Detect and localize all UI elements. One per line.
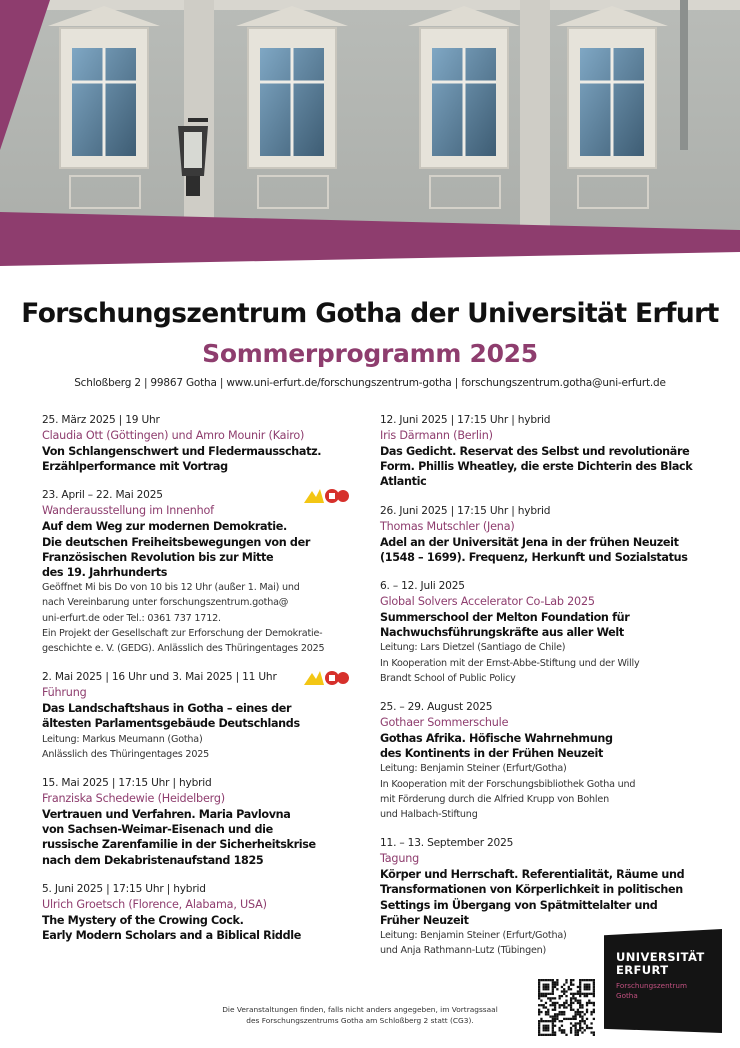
thueringentag-logo-icon	[302, 669, 350, 687]
event-date: 12. Juni 2025 | 17:15 Uhr | hybrid	[380, 414, 551, 426]
event-title: Nachwuchsführungskräfte aus aller Welt	[380, 626, 624, 640]
event-speaker: Tagung	[380, 852, 420, 866]
event-speaker: Ulrich Groetsch (Florence, Alabama, USA)	[42, 897, 267, 911]
event-entry	[380, 503, 700, 565]
event-title: Summerschool der Melton Foundation für	[380, 611, 630, 625]
event-speaker: Wanderausstellung im Innenhof	[42, 504, 214, 518]
event-entry	[42, 775, 362, 868]
event-note: und Anja Rathmann-Lutz (Tübingen)	[380, 945, 547, 957]
event-title: Erzählperformance mit Vortrag	[42, 460, 228, 474]
event-title: von Sachsen-Weimar-Eisenach und die	[42, 823, 273, 837]
logo-name: UNIVERSITÄT ERFURT	[616, 950, 705, 977]
event-title: The Mystery of the Crowing Cock.	[42, 913, 244, 927]
qr-code-icon[interactable]	[538, 979, 595, 1036]
thueringentag-logo-icon	[302, 487, 350, 505]
event-title: Die deutschen Freiheitsbewegungen von der	[42, 535, 310, 549]
event-title: Transformationen von Körperlichkeit in politischen	[380, 883, 683, 897]
event-title: Atlantic	[380, 475, 427, 489]
event-note: Leitung: Benjamin Steiner (Erfurt/Gotha)	[380, 763, 567, 775]
event-title: Settings im Übergang von Spätmittelalter und	[380, 898, 658, 912]
footer-note	[190, 1004, 530, 1026]
event-speaker: Claudia Ott (Göttingen) und Amro Mounir (Kairo)	[42, 429, 305, 442]
event-title: Vertrauen und Verfahren. Maria Pavlovna	[42, 808, 291, 822]
event-note: nach Vereinbarung unter forschungszentrum.gotha@	[42, 597, 289, 609]
event-note: In Kooperation mit der Ernst-Abbe-Stiftung und der Willy	[380, 657, 640, 669]
event-title: Gothas Afrika. Höfische Wahrnehmung	[380, 732, 613, 746]
event-note: Brandt School of Public Policy	[380, 672, 516, 684]
footer-note-line: des Forschungszentrums Gotha am Schloßberg 2 statt (CG3).	[246, 1016, 474, 1025]
event-title: ältesten Parlamentsgebäude Deutschlands	[42, 717, 300, 731]
event-date: 2. Mai 2025 | 16 Uhr und 3. Mai 2025 | 11 Uhr	[42, 671, 277, 684]
event-entry	[42, 669, 362, 762]
event-date: 5. Juni 2025 | 17:15 Uhr | hybrid	[42, 882, 206, 895]
event-entry	[380, 412, 700, 490]
event-note: Ein Projekt der Gesellschaft zur Erforschung der Demokratie-	[42, 627, 323, 639]
event-title: Early Modern Scholars and a Biblical Riddle	[42, 929, 301, 943]
event-note: Leitung: Markus Meumann (Gotha)	[42, 733, 203, 745]
page-subtitle: Sommerprogramm 2025	[202, 339, 538, 368]
event-title: Auf dem Weg zur modernen Demokratie.	[42, 520, 287, 534]
event-date: 25. März 2025 | 19 Uhr	[42, 414, 160, 426]
event-speaker: Franziska Schedewie (Heidelberg)	[42, 792, 225, 806]
event-date: 6. – 12. Juli 2025	[380, 580, 465, 593]
event-speaker: Iris Därmann (Berlin)	[380, 429, 493, 442]
event-title: Das Landschaftshaus in Gotha – eines der	[42, 702, 292, 716]
footer-note-line: Die Veranstaltungen finden, falls nicht anders angegeben, im Vortragssaal	[222, 1005, 498, 1014]
right-event-column	[380, 412, 700, 971]
event-note: Leitung: Lars Dietzel (Santiago de Chile)	[380, 642, 566, 654]
page-title: Forschungszentrum Gotha der Universität Erfurt	[21, 298, 719, 329]
header-building-photo	[0, 0, 740, 300]
event-title: Form. Phillis Wheatley, die erste Dichterin des Black	[380, 460, 693, 474]
event-speaker: Gothaer Sommerschule	[380, 716, 509, 730]
event-title: Früher Neuzeit	[380, 913, 469, 927]
event-date: 11. – 13. September 2025	[380, 837, 514, 850]
event-note: Leitung: Benjamin Steiner (Erfurt/Gotha)	[380, 930, 567, 942]
university-logo	[604, 929, 722, 1033]
event-note: In Kooperation mit der Forschungsbibliothek Gotha und	[380, 778, 636, 790]
event-title: Französischen Revolution bis zur Mitte	[42, 550, 274, 564]
logo-subtitle: Forschungszentrum Gotha	[616, 981, 687, 1000]
event-speaker: Global Solvers Accelerator Co-Lab 2025	[380, 595, 595, 609]
event-note: mit Förderung durch die Alfried Krupp von Bohlen	[380, 793, 609, 805]
event-title: Das Gedicht. Reservat des Selbst und revolutionäre	[380, 445, 690, 458]
event-entry	[380, 699, 700, 822]
event-title: Adel an der Universität Jena in der frühen Neuzeit	[380, 535, 679, 549]
event-entry	[42, 881, 362, 943]
event-note: Anlässlich des Thüringentages 2025	[42, 748, 210, 760]
event-speaker: Führung	[42, 686, 87, 700]
event-entry	[42, 412, 362, 474]
event-title: russische Zarenfamilie in der Sicherheitskrise	[42, 838, 316, 852]
event-title: des Kontinents in der Frühen Neuzeit	[380, 747, 603, 761]
event-date: 26. Juni 2025 | 17:15 Uhr | hybrid	[380, 504, 551, 517]
event-title: Körper und Herrschaft. Referentialität, Räume und	[380, 868, 685, 882]
address-line: Schloßberg 2 | 99867 Gotha | www.uni-erfurt.de/forschungszentrum-gotha | forschungszentrum.gotha@uni-erfurt.de	[74, 377, 666, 389]
event-speaker: Thomas Mutschler (Jena)	[380, 519, 515, 533]
event-date: 23. April – 22. Mai 2025	[42, 489, 163, 502]
event-title: nach dem Dekabristenaufstand 1825	[42, 853, 264, 867]
event-title: des 19. Jahrhunderts	[42, 566, 168, 580]
event-title: (1548 – 1699). Frequenz, Herkunft und Sozialstatus	[380, 550, 688, 564]
building-facade-image	[0, 0, 740, 300]
event-date: 25. – 29. August 2025	[380, 701, 493, 714]
event-note: uni-erfurt.de oder Tel.: 0361 737 1712.	[42, 612, 221, 624]
event-note: geschichte e. V. (GEDG). Anlässlich des Thüringentages 2025	[42, 643, 325, 655]
event-entry	[42, 487, 362, 656]
event-entry	[380, 578, 700, 686]
event-date: 15. Mai 2025 | 17:15 Uhr | hybrid	[42, 777, 212, 790]
left-event-column	[42, 412, 362, 956]
event-title: Von Schlangenschwert und Fledermausschatz.	[42, 445, 322, 458]
event-note: und Halbach-Stiftung	[380, 809, 478, 821]
event-note: Geöffnet Mi bis Do von 10 bis 12 Uhr (außer 1. Mai) und	[42, 582, 300, 594]
